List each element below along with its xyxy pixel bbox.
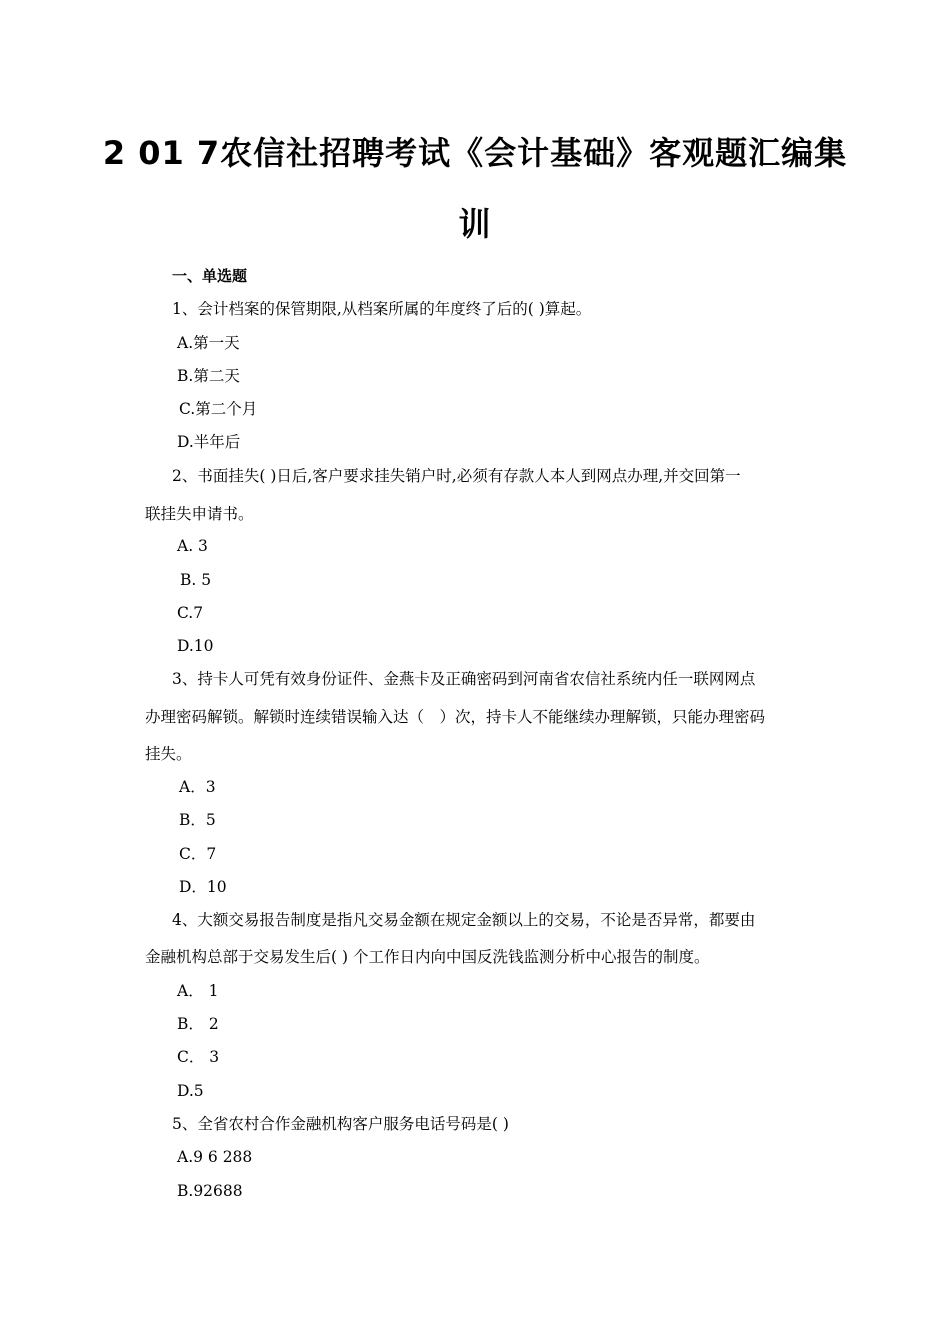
question-2-option-a: A. 3 (177, 537, 208, 555)
section-heading: 一、单选题 (172, 267, 248, 285)
question-5-stem: 5、全省农村合作金融机构客户服务电话号码是( ) (172, 1115, 509, 1133)
question-1-option-d: D.半年后 (177, 433, 241, 451)
question-3-option-c: C．7 (179, 845, 217, 863)
question-5-option-a: A.9 6 288 (177, 1148, 253, 1166)
question-1-option-a: A.第一天 (177, 334, 240, 352)
question-3-option-b: B．5 (179, 811, 216, 829)
document-title-line-2: 训 (458, 205, 492, 243)
question-2-stem-line-2: 联挂失申请书。 (145, 505, 254, 523)
question-3-stem-line-1: 3、持卡人可凭有效身份证件、金燕卡及正确密码到河南省农信社系统内任一联网网点 (172, 670, 756, 688)
question-3-option-a: A．3 (179, 778, 216, 796)
question-5-option-b: B.92688 (177, 1182, 243, 1200)
question-4-stem-line-1: 4、大额交易报告制度是指凡交易金额在规定金额以上的交易，不论是否异常，都要由 (172, 911, 756, 929)
question-2-option-b: B. 5 (180, 571, 212, 589)
question-1-option-b: B.第二天 (177, 367, 240, 385)
question-4-option-d: D.5 (177, 1082, 204, 1100)
question-2-option-c: C.7 (177, 604, 204, 622)
question-1-stem: 1、会计档案的保管期限,从档案所属的年度终了后的( )算起。 (172, 300, 592, 318)
question-1-option-c: C.第二个月 (179, 400, 258, 418)
question-4-stem-line-2: 金融机构总部于交易发生后( ) 个工作日内向中国反洗钱监测分析中心报告的制度。 (145, 948, 710, 966)
question-3-stem-line-3: 挂失。 (145, 745, 192, 763)
question-2-option-d: D.10 (177, 637, 214, 655)
question-2-stem-line-1: 2、书面挂失( )日后,客户要求挂失销户时,必须有存款人本人到网点办理,并交回第一 (172, 467, 741, 485)
question-4-option-a: A． 1 (177, 982, 219, 1000)
question-3-stem-line-2: 办理密码解锁。解锁时连续错误输入达（ ）次，持卡人不能继续办理解锁，只能办理密码 (145, 708, 766, 726)
question-4-option-c: C． 3 (177, 1048, 220, 1066)
question-4-option-b: B． 2 (177, 1015, 219, 1033)
question-3-option-d: D．10 (179, 878, 227, 896)
document-title-line-1: 2 01 7农信社招聘考试《会计基础》客观题汇编集 (102, 134, 848, 172)
